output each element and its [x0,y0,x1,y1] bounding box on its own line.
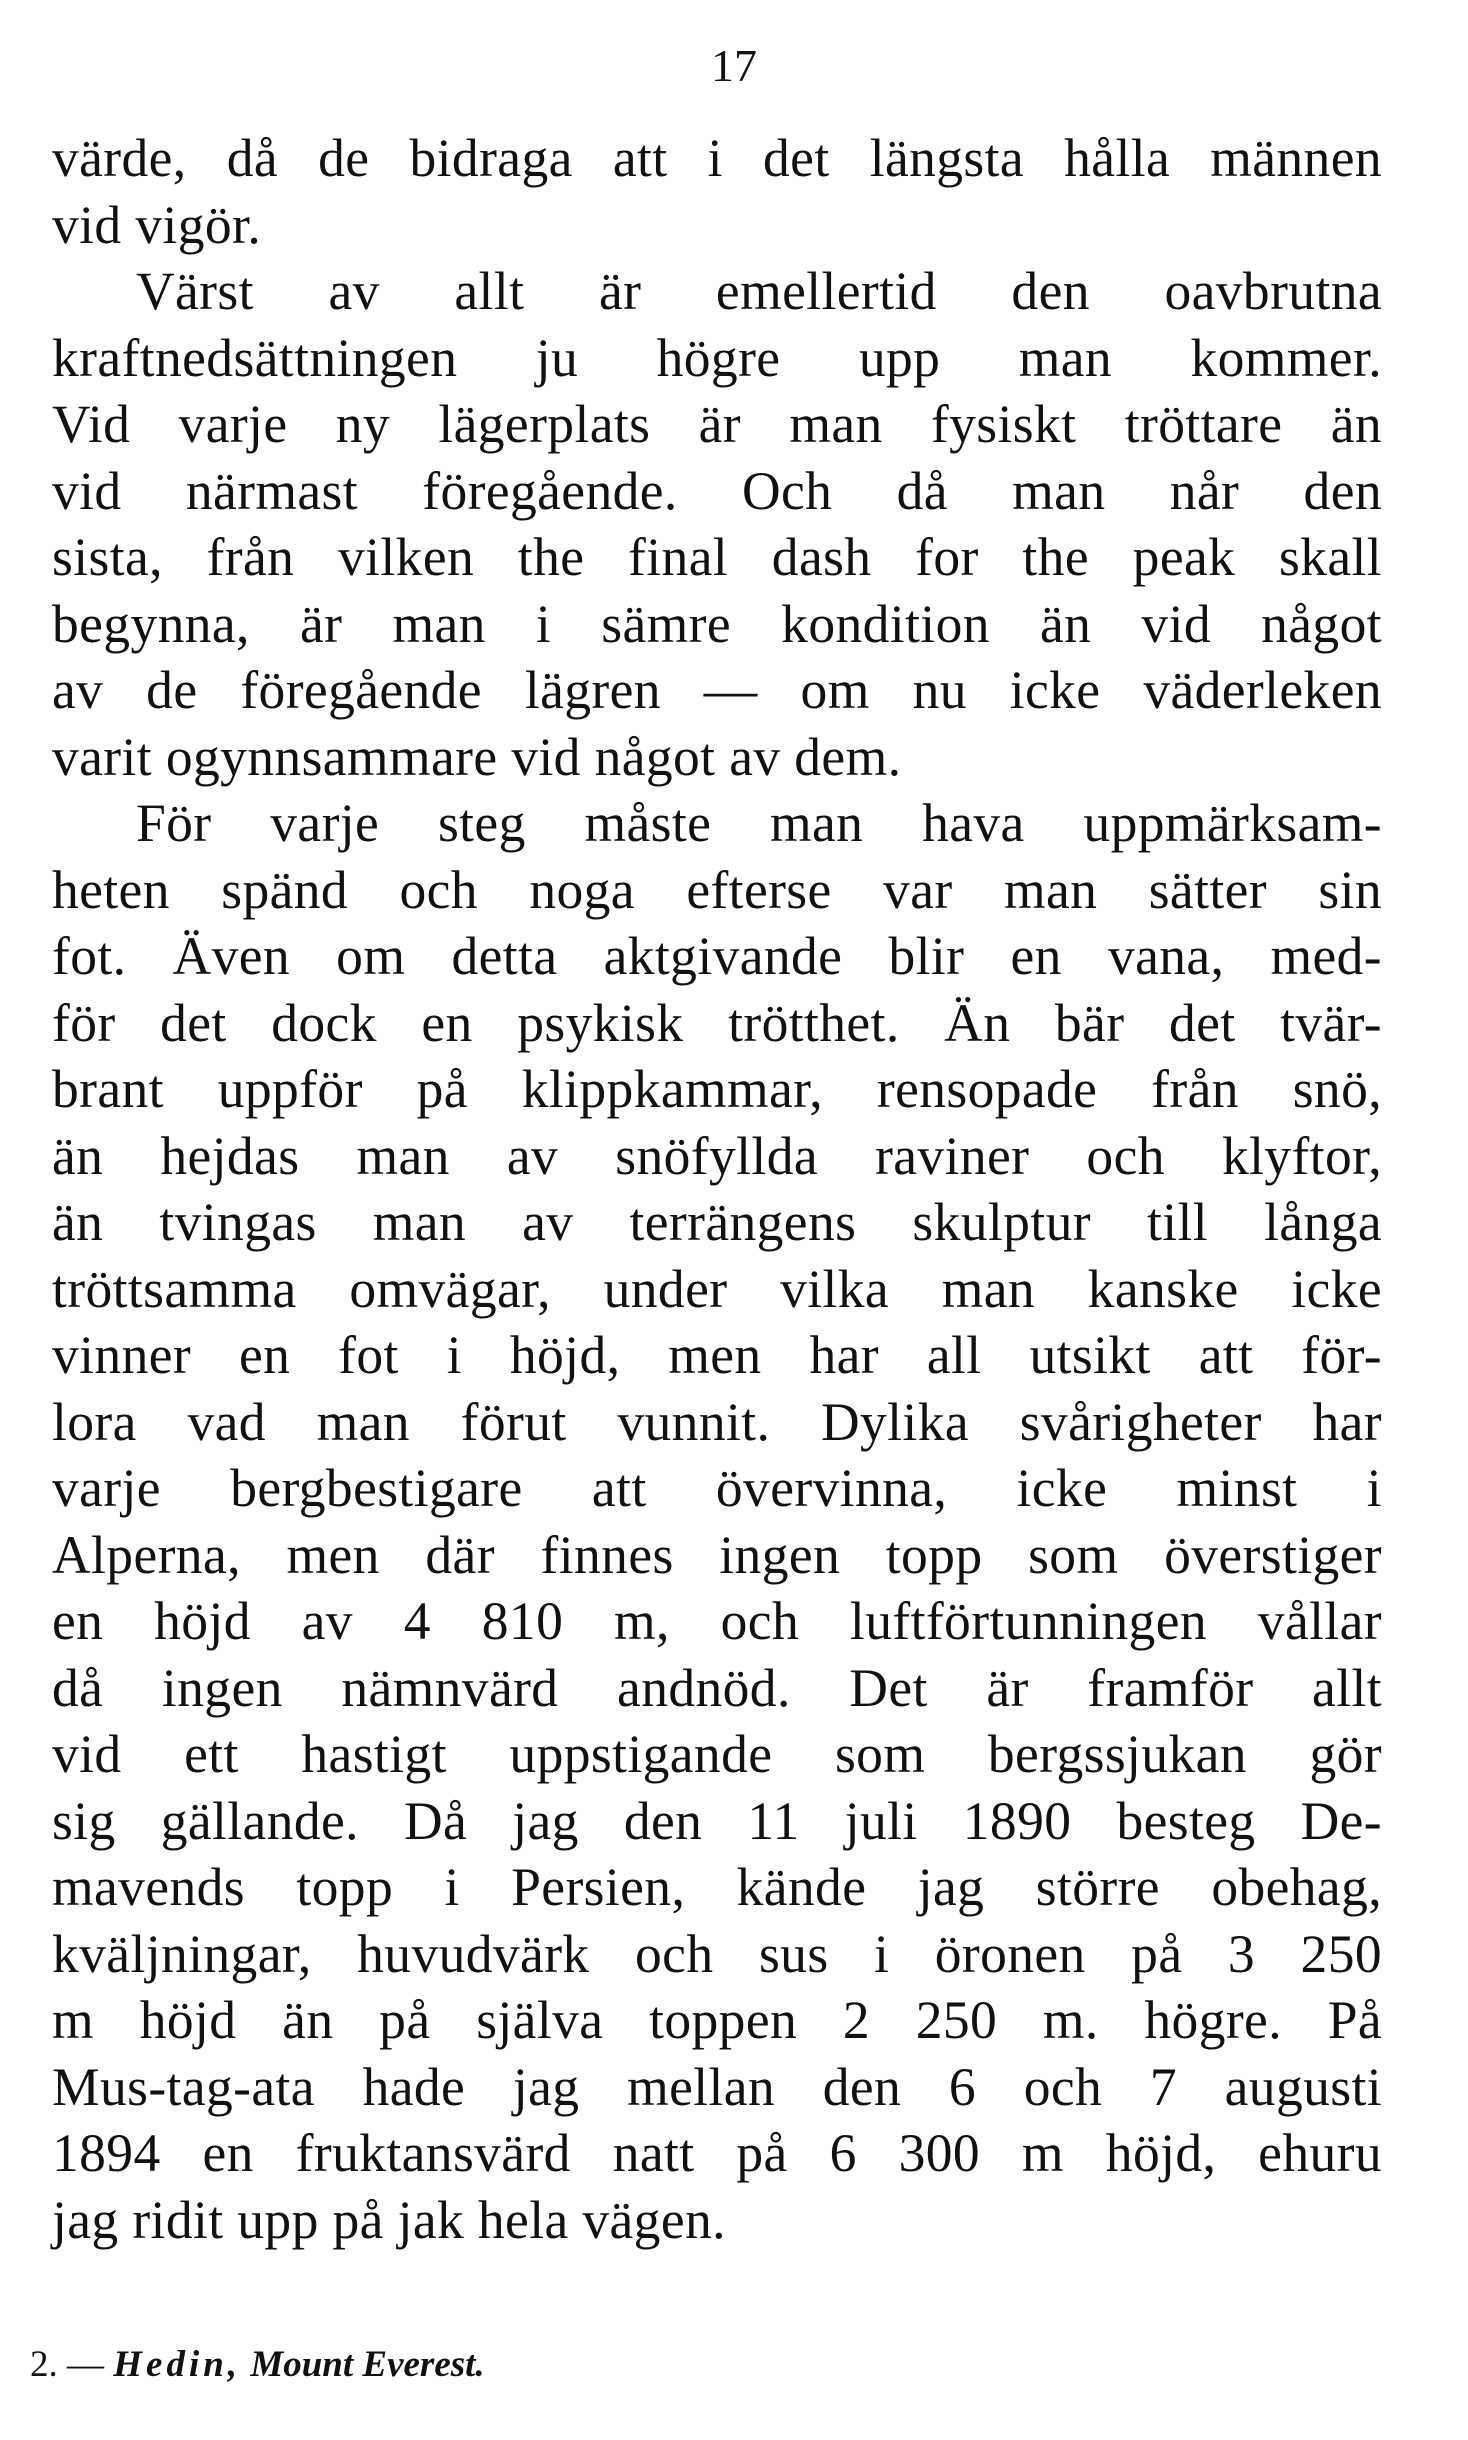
page-number: 17 [711,40,757,91]
text-line: varit ogynnsammare vid något av dem. [52,726,902,787]
text-line: kväljningar, huvudvärk och sus i öronen på 3 250 [52,1923,1382,1984]
text-line: Vid varje ny lägerplats är man fysiskt tröttare än [52,394,1382,454]
text-line: jag ridit upp på jak hela vägen. [52,2189,726,2250]
text-line: Värst av allt är emellertid den oavbrutna [136,261,1382,321]
text-line: m höjd än på själva toppen 2 250 m. högre. På [52,1990,1382,2050]
text-line: än tvingas man av terrängens skulptur till långa [52,1192,1382,1252]
text-line: för det dock en psykisk trötthet. Än bär det tvär- [52,992,1382,1053]
text-line: en höjd av 4 810 m, och luftförtunningen vållar [52,1591,1382,1651]
text-line: Mus-tag-ata hade jag mellan den 6 och 7 augusti [52,2056,1382,2117]
text-line: mavends topp i Persien, kände jag större obehag, [52,1857,1382,1917]
text-line: värde, då de bidraga att i det längsta hålla männen [52,128,1382,188]
text-line: För varje steg måste man hava uppmärksam- [136,793,1382,853]
text-line: vid ett hastigt uppstigande som bergssjukan gör [52,1724,1382,1784]
printer-signature-footer [30,2340,485,2390]
text-line: vid vigör. [52,194,262,255]
text-line: Alperna, men där finnes ingen topp som överstiger [52,1524,1382,1585]
text-line: begynna, är man i sämre kondition än vid något [52,593,1382,654]
text-line: vid närmast föregående. Och då man når den [52,460,1382,521]
text-line: brant uppför på klippkammar, rensopade från snö, [52,1059,1382,1119]
text-line: än hejdas man av snöfyllda raviner och klyftor, [52,1125,1382,1186]
text-line: sista, från vilken the final dash for the peak skall [52,527,1382,587]
footer-author: Hedin, [113,2344,242,2385]
text-line: vinner en fot i höjd, men har all utsikt att för- [52,1325,1382,1385]
text-line: sig gällande. Då jag den 11 juli 1890 besteg De- [52,1790,1382,1851]
footer-book-title: Mount Everest. [250,2344,485,2385]
text-line: varje bergbestigare att övervinna, icke minst i [52,1458,1382,1518]
text-line: kraftnedsättningen ju högre upp man kommer. [52,327,1382,388]
text-line: av de föregående lägren — om nu icke väderleken [52,660,1382,720]
text-line: lora vad man förut vunnit. Dylika svårigheter har [52,1391,1382,1452]
text-line: 1894 en fruktansvärd natt på 6 300 m höjd, ehuru [52,2123,1382,2183]
text-line: heten spänd och noga efterse var man sätter sin [52,859,1382,920]
text-line: fot. Även om detta aktgivande blir en vana, med- [52,926,1382,986]
signature-mark: 2. [30,2344,58,2385]
body-text [52,125,1382,2253]
text-line: då ingen nämnvärd andnöd. Det är framför allt [52,1657,1382,1718]
footer-dash: — [67,2344,104,2385]
text-line: tröttsamma omvägar, under vilka man kanske icke [52,1258,1382,1319]
